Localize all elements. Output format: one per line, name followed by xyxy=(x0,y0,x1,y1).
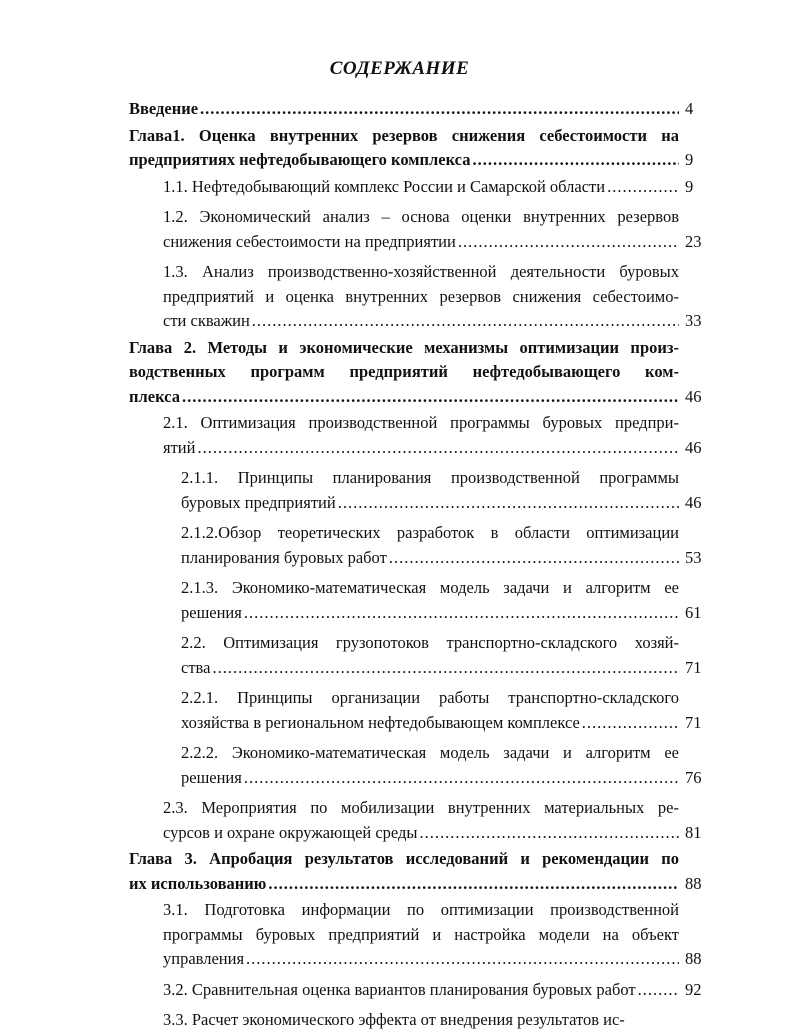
toc-page-number: 53 xyxy=(685,547,702,567)
toc-entry-text: Глава1. Оценка внутренних резервов снижения себестоимости на xyxy=(129,125,679,145)
toc-entry-last-line xyxy=(163,436,719,461)
toc-entry-text: 2.1. Оптимизация производственной программы буровых предпри- xyxy=(163,413,679,432)
toc-leader-dots xyxy=(244,766,679,791)
toc-entry-last-line xyxy=(129,872,719,897)
toc-entry-last-line xyxy=(163,309,719,334)
toc-entry-text: предприятиях нефтедобывающего комплекса xyxy=(129,150,471,169)
toc-entry-last-line xyxy=(181,656,719,681)
toc-page-number: 71 xyxy=(685,657,702,677)
toc-entry-text: решения xyxy=(181,767,242,787)
toc-leader-dots xyxy=(338,491,679,516)
toc-leader-dots xyxy=(252,309,679,334)
toc-entry-text: 3.2. Сравнительная оценка вариантов планирования буровых работ xyxy=(163,979,636,999)
toc-entry-text: 1.1. Нефтедобывающий комплекс России и Самарской области xyxy=(163,176,606,196)
toc-section xyxy=(163,898,719,972)
toc-entry-text: их использованию xyxy=(129,873,267,893)
toc-section xyxy=(163,1008,719,1033)
toc-entry-last-line xyxy=(163,947,719,972)
toc-leader-dots xyxy=(458,230,679,255)
toc-entry-last-line xyxy=(181,766,719,791)
toc-leader-dots xyxy=(420,821,679,846)
toc-page-number: 46 xyxy=(685,492,702,512)
toc-entry-text: 2.1.3. Экономико-математическая модель задачи и алгоритм ее xyxy=(181,578,679,597)
toc-leader-dots xyxy=(212,656,679,681)
toc-entry-last-line xyxy=(129,148,719,173)
toc-subsection xyxy=(181,576,719,625)
toc-entry-last-line xyxy=(163,230,719,255)
toc-entry-text: хозяйства в региональном нефтедобывающем комплексе xyxy=(181,712,580,732)
toc-entry-text: Введение xyxy=(129,99,199,118)
toc-entry-text: планирования буровых работ xyxy=(181,547,387,567)
toc-leader-dots xyxy=(607,175,679,200)
toc-subsection xyxy=(181,466,719,515)
toc-page-number: 9 xyxy=(685,176,694,196)
toc-entry-text: 2.2.2. Экономико-математическая модель задачи и алгоритм ее xyxy=(181,743,679,762)
toc-page-number: 33 xyxy=(685,311,702,330)
toc-entry-text: управления xyxy=(163,949,245,968)
toc-leader-dots xyxy=(472,148,679,173)
toc-leader-dots xyxy=(268,872,679,897)
toc-entry-text: ства xyxy=(181,657,211,677)
toc-page-number: 88 xyxy=(685,873,702,893)
toc-entry-text: 3.1. Подготовка информации по оптимизации производственной xyxy=(163,900,679,919)
toc-entry-text: 1.2. Экономический анализ – основа оценки внутренних резервов xyxy=(163,207,679,226)
toc-entry-text: сурсов и охране окружающей среды xyxy=(163,822,418,842)
toc-page-number: 46 xyxy=(685,437,702,457)
table-of-contents xyxy=(129,97,719,1034)
toc-entry-text: предприятий и оценка внутренних резервов снижения себестоимо- xyxy=(163,286,679,306)
toc-entry-last-line xyxy=(181,546,719,571)
toc-leader-dots xyxy=(200,97,679,122)
toc-entry-text: водственных программ предприятий нефтедобывающего ком- xyxy=(129,362,679,381)
toc-entry-text: 2.2.1. Принципы организации работы транспортно-складского xyxy=(181,688,679,707)
toc-entry-text: 2.2. Оптимизация грузопотоков транспортно-складского хозяй- xyxy=(181,633,679,652)
toc-entry-last-line xyxy=(163,1008,719,1033)
toc-entry-text: 1.3. Анализ производственно-хозяйственной деятельности буровых xyxy=(163,262,679,281)
toc-subsection xyxy=(181,521,719,570)
toc-page-number: 9 xyxy=(685,150,694,169)
toc-section xyxy=(163,175,719,200)
toc-leader-dots xyxy=(638,978,679,1003)
toc-entry-last-line xyxy=(163,821,719,846)
toc-chapter xyxy=(129,97,719,122)
toc-chapter xyxy=(129,336,719,410)
toc-entry-text: сти скважин xyxy=(163,311,250,330)
toc-page-number: 71 xyxy=(685,712,702,732)
toc-entry-last-line xyxy=(181,601,719,626)
toc-entry-text: 2.3. Мероприятия по мобилизации внутренних материальных ре- xyxy=(163,798,679,817)
toc-chapter xyxy=(129,124,719,173)
toc-entry-last-line xyxy=(163,175,719,200)
toc-leader-dots xyxy=(582,711,679,736)
toc-entry-text: Глава 3. Апробация результатов исследований и рекомендации по xyxy=(129,849,679,868)
toc-subsection xyxy=(181,741,719,790)
toc-entry-last-line xyxy=(181,491,719,516)
toc-subsection xyxy=(181,686,719,735)
page-title: СОДЕРЖАНИЕ xyxy=(329,58,470,79)
toc-chapter xyxy=(129,847,719,896)
toc-subsection xyxy=(181,631,719,680)
toc-leader-dots xyxy=(244,601,679,626)
toc-leader-dots xyxy=(389,546,679,571)
toc-entry-text: решения xyxy=(181,602,242,622)
toc-entry-text: 3.3. Расчет экономического эффекта от внедрения результатов ис- xyxy=(163,1010,625,1029)
toc-entry-text: программы буровых предприятий и настройка модели на объект xyxy=(163,924,679,944)
toc-page-number: 76 xyxy=(685,767,702,787)
toc-section xyxy=(163,978,719,1003)
toc-entry-last-line xyxy=(163,978,719,1003)
toc-section xyxy=(163,796,719,845)
toc-entry-text: 2.1.1. Принципы планирования производственной программы xyxy=(181,468,679,487)
toc-section xyxy=(163,260,719,334)
toc-leader-dots xyxy=(197,436,679,461)
toc-entry-last-line xyxy=(129,97,719,122)
toc-page-number: 88 xyxy=(685,949,702,968)
toc-page-number: 92 xyxy=(685,979,702,999)
toc-entry-last-line xyxy=(181,711,719,736)
toc-entry-text: Глава 2. Методы и экономические механизмы оптимизации произ- xyxy=(129,337,679,357)
toc-section xyxy=(163,205,719,254)
toc-section xyxy=(163,411,719,460)
toc-entry-last-line xyxy=(129,385,719,410)
toc-page-number: 4 xyxy=(685,99,694,118)
toc-page-number: 46 xyxy=(685,386,702,406)
toc-leader-dots xyxy=(246,947,679,972)
toc-page-number: 23 xyxy=(685,231,702,251)
toc-entry-text: буровых предприятий xyxy=(181,492,336,512)
toc-entry-text: ятий xyxy=(163,437,196,457)
toc-entry-text: плекса xyxy=(129,386,180,406)
toc-entry-text: 2.1.2.Обзор теоретических разработок в области оптимизации xyxy=(181,523,679,542)
toc-page-number: 61 xyxy=(685,602,702,622)
toc-entry-text: снижения себестоимости на предприятии xyxy=(163,231,456,251)
toc-leader-dots xyxy=(182,385,679,410)
toc-page-number: 81 xyxy=(685,822,702,842)
